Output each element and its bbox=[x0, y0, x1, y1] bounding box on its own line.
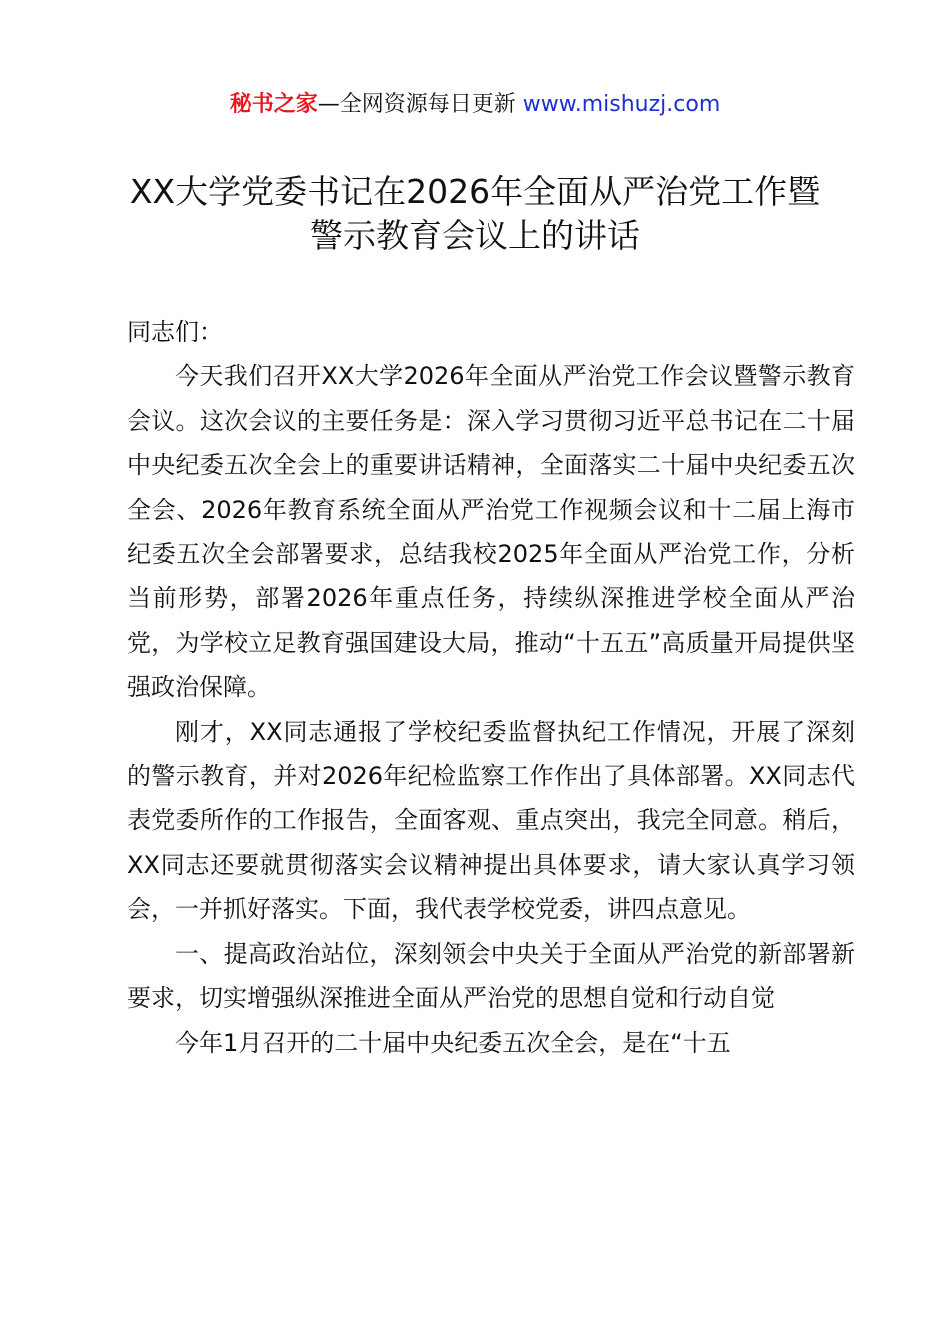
document-body bbox=[127, 310, 855, 1065]
paragraph-intro: 今天我们召开XX大学2026年全面从严治党工作会议暨警示教育会议。这次会议的主要任务是：深入学习贯彻习近平总书记在二十届中央纪委五次全会上的重要讲话精神，全面落实二十届中央纪委五次全会、2026年教育系统全面从严治党工作视频会议和十二届上海市纪委五次全会部署要求，总结我校2025年全面从严治党工作，分析当前形势，部署2026年重点任务，持续纵深推进学校全面从严治党，为学校立足教育强国建设大局，推动“十五五”高质量开局提供坚强政治保障。 bbox=[127, 362, 855, 702]
site-brand: 秘书之家 bbox=[229, 92, 318, 117]
section-heading-1: 一、提高政治站位，深刻领会中央关于全面从严治党的新部署新要求，切实增强纵深推进全面从严治党的思想自觉和行动自觉 bbox=[127, 939, 855, 1013]
site-tagline: —全网资源每日更新 bbox=[317, 92, 523, 117]
salutation: 同志们： bbox=[127, 318, 223, 346]
document-title: XX大学党委书记在2026年全面从严治党工作暨警示教育会议上的讲话 bbox=[129, 172, 821, 255]
site-url-link[interactable]: www.mishuzj.com bbox=[522, 92, 721, 117]
site-header bbox=[0, 88, 950, 122]
paragraph-reports: 刚才，XX同志通报了学校纪委监督执纪工作情况，开展了深刻的警示教育，并对2026年纪检监察工作作出了具体部署。XX同志代表党委所作的工作报告，全面客观、重点突出，我完全同意。稍后，XX同志还要就贯彻落实会议精神提出具体要求，请大家认真学习领会，一并抓好落实。下面，我代表学校党委，讲四点意见。 bbox=[127, 717, 855, 924]
paragraph-section-1-start: 今年1月召开的二十届中央纪委五次全会，是在“十五 bbox=[175, 1028, 731, 1057]
